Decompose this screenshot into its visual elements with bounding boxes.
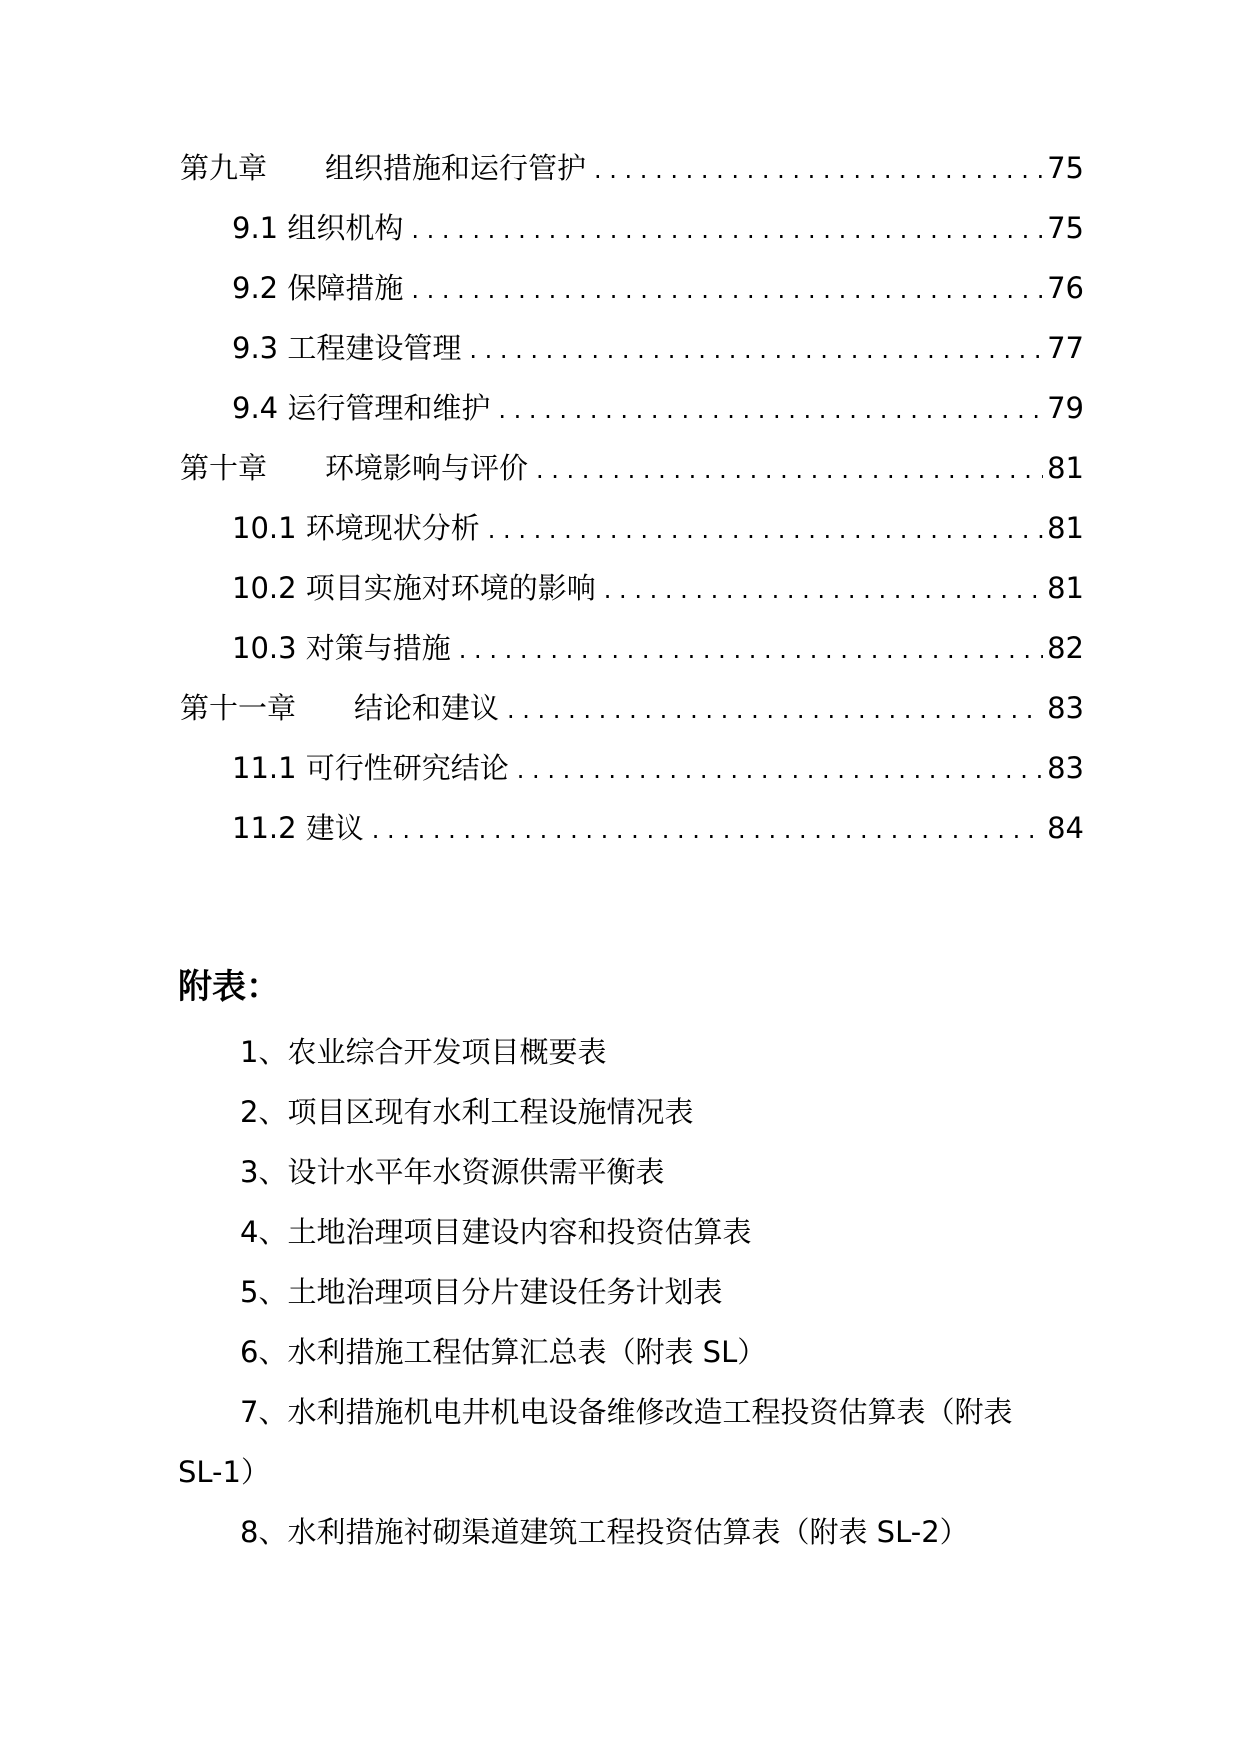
toc-dot-leader bbox=[498, 390, 1043, 430]
toc-section-title: 10.3 对策与措施 bbox=[232, 631, 451, 665]
toc-chapter-number: 第九章 bbox=[180, 151, 268, 185]
toc-section-title: 10.2 项目实施对环境的影响 bbox=[232, 571, 596, 605]
toc-dot-leader bbox=[517, 750, 1043, 790]
toc-dot-leader bbox=[507, 690, 1043, 730]
toc-section-9-2[interactable] bbox=[232, 268, 1084, 308]
toc-chapter-number: 第十章 bbox=[180, 451, 268, 485]
toc-dot-leader bbox=[488, 510, 1043, 550]
toc-page-number: 82 bbox=[1047, 631, 1084, 665]
toc-section-11-2[interactable] bbox=[232, 808, 1084, 848]
appendix-item: 7、水利措施机电井机电设备维修改造工程投资估算表（附表 bbox=[240, 1395, 1013, 1429]
toc-dot-leader bbox=[594, 150, 1043, 190]
toc-section-9-3[interactable] bbox=[232, 328, 1084, 368]
toc-dot-leader bbox=[536, 450, 1043, 490]
toc-chapter-10[interactable] bbox=[180, 448, 1084, 488]
toc-section-title: 9.2 保障措施 bbox=[232, 271, 404, 305]
toc-section-11-1[interactable] bbox=[232, 748, 1084, 788]
appendix-item: 6、水利措施工程估算汇总表（附表 SL） bbox=[240, 1335, 767, 1369]
toc-dot-leader bbox=[411, 270, 1043, 310]
toc-page-number: 83 bbox=[1047, 751, 1084, 785]
toc-section-9-4[interactable] bbox=[232, 388, 1084, 428]
appendix-item: 8、水利措施衬砌渠道建筑工程投资估算表（附表 SL-2） bbox=[240, 1515, 969, 1549]
toc-page-number: 81 bbox=[1047, 511, 1084, 545]
toc-section-title: 9.3 工程建设管理 bbox=[232, 331, 462, 365]
toc-section-9-1[interactable] bbox=[232, 208, 1084, 248]
toc-page-number: 75 bbox=[1047, 151, 1084, 185]
toc-section-title: 11.1 可行性研究结论 bbox=[232, 751, 509, 785]
toc-dot-leader bbox=[604, 570, 1043, 610]
toc-dot-leader bbox=[372, 810, 1043, 850]
toc-page-number: 79 bbox=[1047, 391, 1084, 425]
toc-section-title: 11.2 建议 bbox=[232, 811, 364, 845]
appendix-item-continuation: SL-1） bbox=[178, 1455, 270, 1489]
toc-section-10-1[interactable] bbox=[232, 508, 1084, 548]
toc-chapter-number: 第十一章 bbox=[180, 691, 297, 725]
appendix-item: 4、土地治理项目建设内容和投资估算表 bbox=[240, 1215, 752, 1249]
toc-section-title: 10.1 环境现状分析 bbox=[232, 511, 480, 545]
toc-dot-leader bbox=[411, 210, 1043, 250]
appendix-heading: 附表： bbox=[178, 967, 280, 1007]
toc-chapter-9[interactable] bbox=[180, 148, 1084, 188]
toc-dot-leader bbox=[459, 630, 1043, 670]
appendix-item: 2、项目区现有水利工程设施情况表 bbox=[240, 1095, 694, 1129]
toc-section-10-2[interactable] bbox=[232, 568, 1084, 608]
toc-page-number: 75 bbox=[1047, 211, 1084, 245]
toc-page-number: 77 bbox=[1047, 331, 1084, 365]
toc-page-number: 83 bbox=[1047, 691, 1084, 725]
toc-section-title: 9.4 运行管理和维护 bbox=[232, 391, 491, 425]
toc-page-number: 84 bbox=[1047, 811, 1084, 845]
appendix-item: 3、设计水平年水资源供需平衡表 bbox=[240, 1155, 665, 1189]
toc-chapter-title: 环境影响与评价 bbox=[325, 451, 529, 485]
toc-dot-leader bbox=[469, 330, 1043, 370]
appendix-item: 1、农业综合开发项目概要表 bbox=[240, 1035, 607, 1069]
appendix-item: 5、土地治理项目分片建设任务计划表 bbox=[240, 1275, 723, 1309]
toc-page-number: 81 bbox=[1047, 451, 1084, 485]
toc-section-10-3[interactable] bbox=[232, 628, 1084, 668]
toc-chapter-title: 组织措施和运行管护 bbox=[325, 151, 587, 185]
toc-chapter-title: 结论和建议 bbox=[354, 691, 500, 725]
toc-page-number: 76 bbox=[1047, 271, 1084, 305]
toc-chapter-11[interactable] bbox=[180, 688, 1084, 728]
toc-section-title: 9.1 组织机构 bbox=[232, 211, 404, 245]
toc-page-number: 81 bbox=[1047, 571, 1084, 605]
